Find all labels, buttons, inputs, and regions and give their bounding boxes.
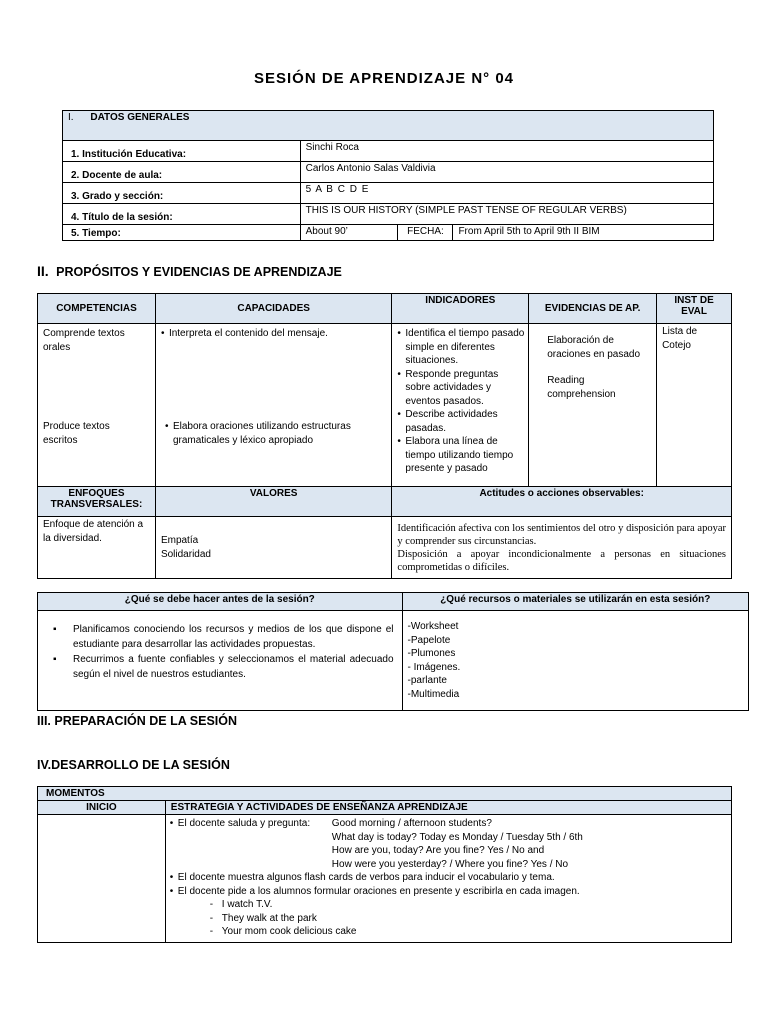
competencia-2: Produce textos escritos [43, 421, 110, 446]
section-heading: DATOS GENERALES [90, 112, 190, 123]
desarrollo-table [37, 786, 732, 943]
material-item: -Multimedia [407, 688, 460, 700]
evidencias-header: EVIDENCIAS DE AP. [529, 294, 657, 324]
datos-label: 1. Institución Educativa: [63, 141, 301, 162]
example-text: They walk at the park [221, 912, 317, 924]
propositos-table [37, 293, 732, 579]
inst-eval-header: INST DE EVAL [657, 294, 732, 324]
example-text: Your mom cook delicious cake [221, 926, 357, 937]
evidencia-2: Reading comprehension [547, 375, 616, 400]
valor-2: Solidaridad [160, 548, 211, 560]
actitudes-header: Actitudes o acciones observables: [392, 487, 732, 517]
actividad-item: • El docente muestra algunos flash cards de verbos para inducir el vocabulario y tema. [170, 871, 726, 885]
datos-label: 2. Docente de aula: [63, 162, 301, 183]
capacidades-cell [155, 324, 391, 487]
momentos-header: MOMENTOS [38, 787, 732, 801]
saludo-line: How were you yesterday? / Where you fine? Yes / No [331, 858, 569, 870]
enfoque-cell: Enfoque de atención a la diversidad. [38, 517, 156, 579]
example-item: - I watch T.V. [209, 899, 273, 910]
inicio-cell [38, 815, 166, 943]
datos-generales-table [62, 110, 714, 241]
actividades-cell [165, 815, 731, 943]
datos-label: 5. Tiempo: [63, 225, 301, 241]
recursos-header: ¿Qué recursos o materiales se utilizarán en esta sesión? [402, 593, 748, 611]
antes-sesion-table [37, 592, 749, 711]
datos-value: 5 A B C D E [300, 183, 713, 204]
evidencia-1: Elaboración de oraciones en pasado [547, 335, 641, 360]
datos-value: Sinchi Roca [300, 141, 713, 162]
tiempo-value: About 90’ [300, 225, 398, 241]
competencias-cell [38, 324, 156, 487]
section-number: II. [37, 263, 49, 279]
valores-cell [155, 517, 391, 579]
inst-eval-cell: Lista de Cotejo [657, 324, 732, 487]
saludo-label: • El docente saluda y pregunta: [177, 818, 311, 829]
indicador-item: • Responde preguntas sobre actividades y eventos pasados. [397, 368, 525, 409]
actividad-item: • El docente pide a los alumnos formular oraciones en presente y escribirla en cada imagen. [170, 885, 726, 899]
saludo-line: How are you, today? Are you fine? Yes / No and [331, 845, 545, 856]
actitud-1: Identificación afectiva con los sentimientos del otro y disposición para apoyar y comprender sus circunstancias. [397, 522, 726, 547]
capacidades-header: CAPACIDADES [155, 294, 391, 324]
competencias-header: COMPETENCIAS [38, 294, 156, 324]
antes-item: ▪ Recurrimos a fuente confiables y seleccionamos el material adecuado según el nivel de nuestros estudiantes. [43, 652, 394, 682]
section-heading: PROPÓSITOS Y EVIDENCIAS DE APRENDIZAJE [56, 265, 342, 279]
valores-header: VALORES [155, 487, 391, 517]
inicio-header: INICIO [38, 801, 166, 815]
capacidad-1: • Interpreta el contenido del mensaje. [161, 327, 386, 341]
material-item: -parlante [407, 675, 447, 686]
antes-item: ▪ Planificamos conociendo los recursos y medios de los que dispone el estudiante para desarrollar las actividades propuestas. [43, 622, 394, 652]
materiales-cell [402, 611, 748, 711]
enfoques-header: ENFOQUES TRANSVERSALES: [38, 487, 156, 517]
indicador-item: • Describe actividades pasadas. [397, 408, 525, 435]
antes-header: ¿Qué se debe hacer antes de la sesión? [38, 593, 403, 611]
indicador-item: • Elabora una línea de tiempo utilizando tiempo presente y pasado [397, 435, 525, 476]
section-number: I. [68, 112, 74, 123]
indicadores-cell [392, 324, 529, 487]
example-item: - They walk at the park [209, 912, 317, 924]
fecha-value: From April 5th to April 9th II BIM [453, 225, 714, 241]
evidencias-cell [529, 324, 657, 487]
actitudes-cell [392, 517, 732, 579]
datos-label: 4. Título de la sesión: [63, 204, 301, 225]
section-4-heading: IV.DESARROLLO DE LA SESIÓN [37, 758, 230, 772]
actitud-2: Disposición a apoyar incondicionalmente a personas en situaciones comprometidas o difíciles. [397, 548, 726, 573]
material-item: -Papelote [407, 634, 451, 646]
actividad-item [170, 817, 726, 871]
section-2-heading [37, 263, 342, 279]
indicador-item: • Identifica el tiempo pasado simple en diferentes situaciones. [397, 327, 525, 368]
datos-value: THIS IS OUR HISTORY (SIMPLE PAST TENSE OF REGULAR VERBS) [300, 204, 713, 225]
capacidad-2: • Elabora oraciones utilizando estructuras gramaticales y léxico apropiado [165, 420, 380, 447]
datos-generales-header [63, 111, 714, 141]
example-text: I watch T.V. [221, 899, 273, 910]
material-item: -Plumones [407, 648, 456, 659]
material-item: - Imágenes. [407, 661, 461, 673]
indicadores-header: INDICADORES [392, 294, 529, 324]
valor-1: Empatía [160, 535, 199, 546]
fecha-label: FECHA: [398, 225, 453, 241]
datos-label: 3. Grado y sección: [63, 183, 301, 204]
saludo-line: What day is today? Today es Monday / Tuesday 5th / 6th [331, 831, 583, 843]
datos-value: Carlos Antonio Salas Valdivia [300, 162, 713, 183]
saludo-line: Good morning / afternoon students? [331, 818, 492, 829]
example-item: - Your mom cook delicious cake [209, 926, 357, 937]
estrategia-header: ESTRATEGIA Y ACTIVIDADES DE ENSEÑANZA APRENDIZAJE [165, 801, 731, 815]
page-title: SESIÓN DE APRENDIZAJE N° 04 [254, 70, 514, 87]
competencia-1: Comprende textos orales [43, 328, 125, 353]
section-3-heading: III. PREPARACIÓN DE LA SESIÓN [37, 714, 238, 728]
material-item: -Worksheet [407, 621, 459, 632]
antes-cell [38, 611, 403, 711]
